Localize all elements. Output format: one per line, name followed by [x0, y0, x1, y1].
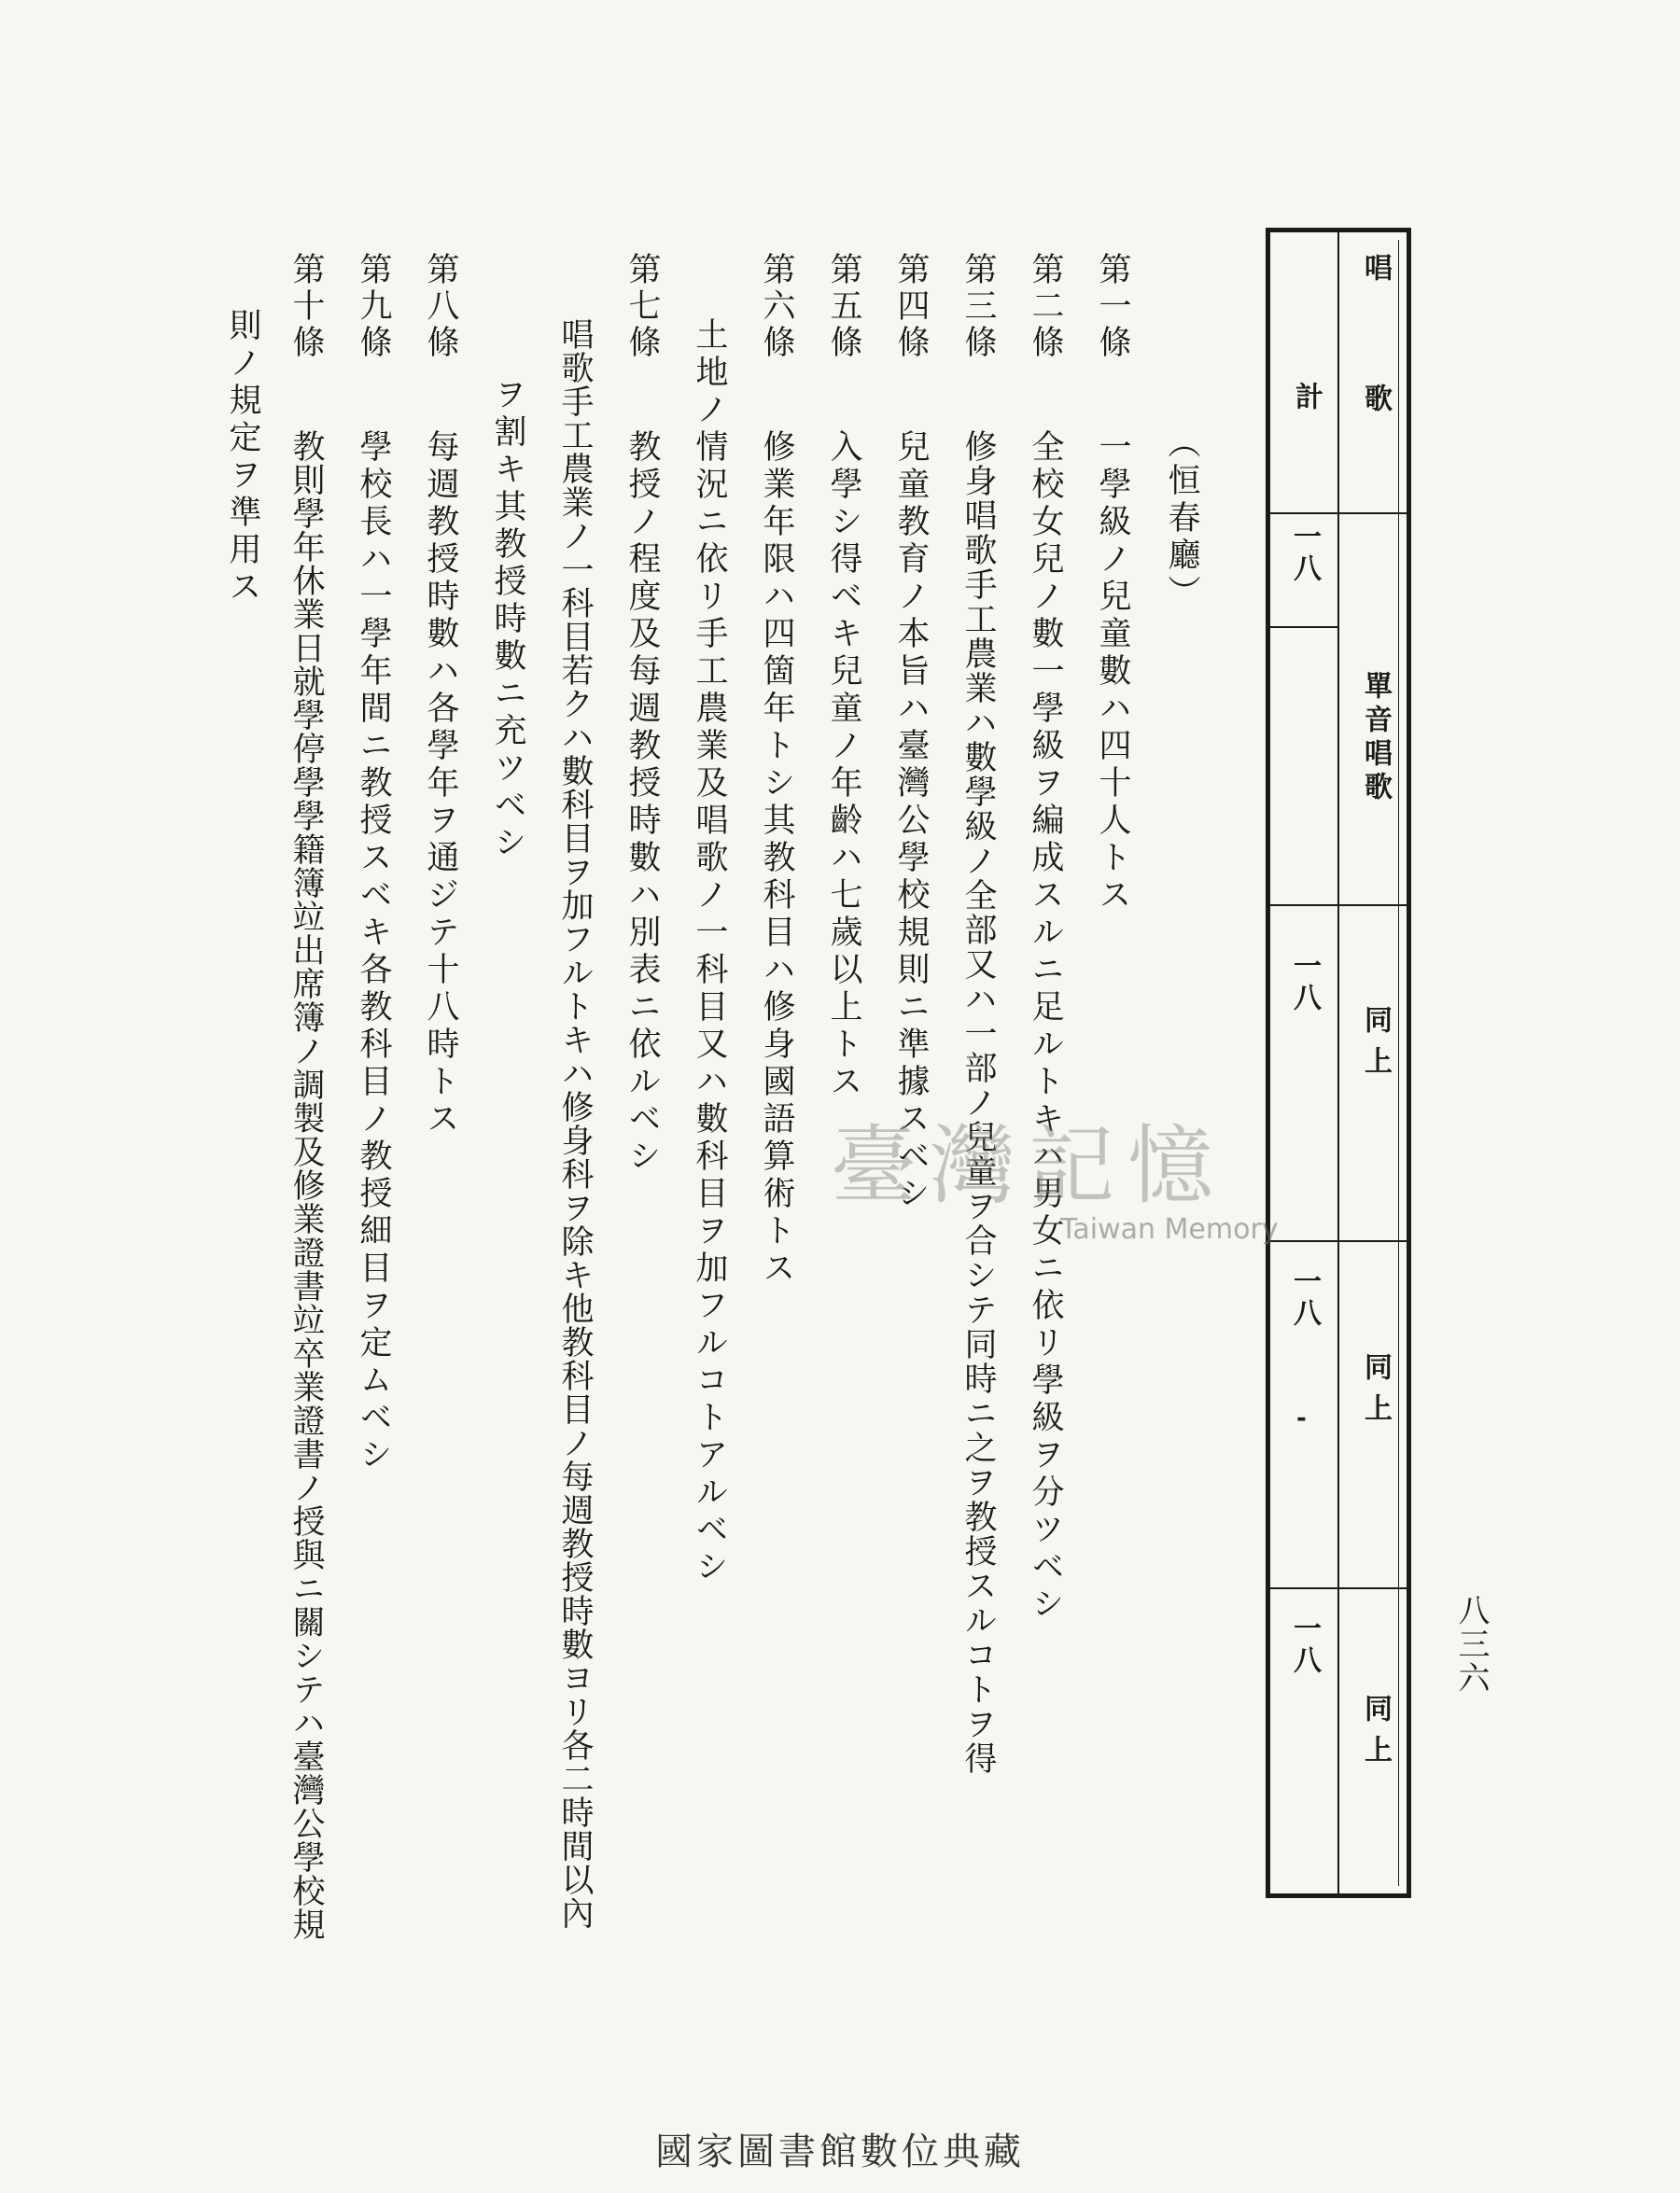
page-number: 八三六 [1452, 1594, 1490, 1695]
article-6-continuation: 土地ノ情況ニ依リ手工農業及唱歌ノ一科目又ハ數科目ヲ加フルコトアルベシ [691, 317, 728, 1586]
table-column-divider [1337, 232, 1339, 1893]
article-4-text: 兒童教育ノ本旨ハ臺灣公學校規則ニ準據スベシ [892, 429, 930, 1213]
article-3-label: 第三條 [959, 252, 997, 361]
table-total-c4: 一八 [1288, 1613, 1321, 1677]
table-cell-c3: 同上 [1359, 1352, 1392, 1434]
footer-archive-label: 國家圖書館數位典藏 [655, 2130, 1025, 2173]
article-8-label: 第八條 [422, 252, 459, 361]
table-total-c2: 一八 [1288, 951, 1321, 1014]
article-10-text: 教則學年休業日就學停學學籍簿竝出席簿ノ調製及修業證書竝卒業證書ノ授與ニ關シテハ臺灣公學校規 [287, 429, 325, 1941]
table-row-divider [1270, 1240, 1407, 1242]
curriculum-table [1266, 228, 1411, 1898]
table-row-divider [1270, 626, 1337, 628]
article-9-text: 學校長ハ一學年間ニ教授スベキ各教科目ノ教授細目ヲ定ムベシ [355, 429, 392, 1474]
table-total-c3-mark: - [1296, 1404, 1307, 1432]
table-cell-c1: 單音唱歌 [1359, 671, 1392, 805]
table-row-divider [1270, 1587, 1407, 1589]
article-7-detail-cont: ヲ割キ其教授時數ニ充ツベシ [489, 377, 526, 862]
article-10-continuation: 則ノ規定ヲ準用ス [224, 308, 261, 607]
article-2-label: 第二條 [1027, 252, 1064, 361]
article-6-text: 修業年限ハ四箇年トシ其教科目ハ修身國語算術トス [758, 429, 795, 1288]
table-total-label: 計 [1290, 382, 1323, 438]
article-1-label: 第一條 [1094, 252, 1131, 361]
article-5-text: 入學シ得ベキ兒童ノ年齡ハ七歲以上トス [825, 429, 862, 1101]
watermark-logo: 臺灣記憶 [831, 1116, 1227, 1216]
section-heading: （恒春廳） [1163, 426, 1200, 612]
article-3-text: 修身唱歌手工農業ハ數學級ノ全部又ハ一部ノ兒童ヲ合シテ同時ニ之ヲ教授スルコトヲ得 [959, 429, 997, 1776]
watermark-caption: Taiwan Memory [1060, 1213, 1279, 1246]
article-10-label: 第十條 [287, 252, 325, 361]
article-1-text: 一學級ノ兒童數ハ四十人トス [1094, 429, 1131, 915]
article-7-detail: 唱歌手工農業ノ一科目若クハ數科目ヲ加フルトキハ修身科ヲ除キ他教科目ノ每週教授時數ヨリ各二時間以內 [556, 317, 594, 1930]
table-total-c1: 一八 [1288, 522, 1321, 585]
article-5-label: 第五條 [825, 252, 862, 361]
article-9-label: 第九條 [355, 252, 392, 361]
table-row-divider [1270, 904, 1407, 906]
table-row-divider [1270, 512, 1407, 514]
table-total-c3: 一八 [1288, 1266, 1321, 1330]
article-7-label: 第七條 [623, 252, 661, 361]
article-7-text: 教授ノ程度及每週教授時數ハ別表ニ依ルベシ [623, 429, 661, 1176]
table-cell-c2: 同上 [1359, 1005, 1392, 1087]
article-8-text: 每週教授時數ハ各學年ヲ通ジテ十八時トス [422, 429, 459, 1138]
article-2-text: 全校女兒ノ數一學級ヲ編成スルニ足ルトキハ男女ニ依リ學級ヲ分ツベシ [1027, 429, 1064, 1624]
article-6-label: 第六條 [758, 252, 795, 361]
article-4-label: 第四條 [892, 252, 930, 361]
table-cell-c4: 同上 [1359, 1694, 1392, 1776]
table-header-label: 唱 歌 [1359, 253, 1392, 449]
